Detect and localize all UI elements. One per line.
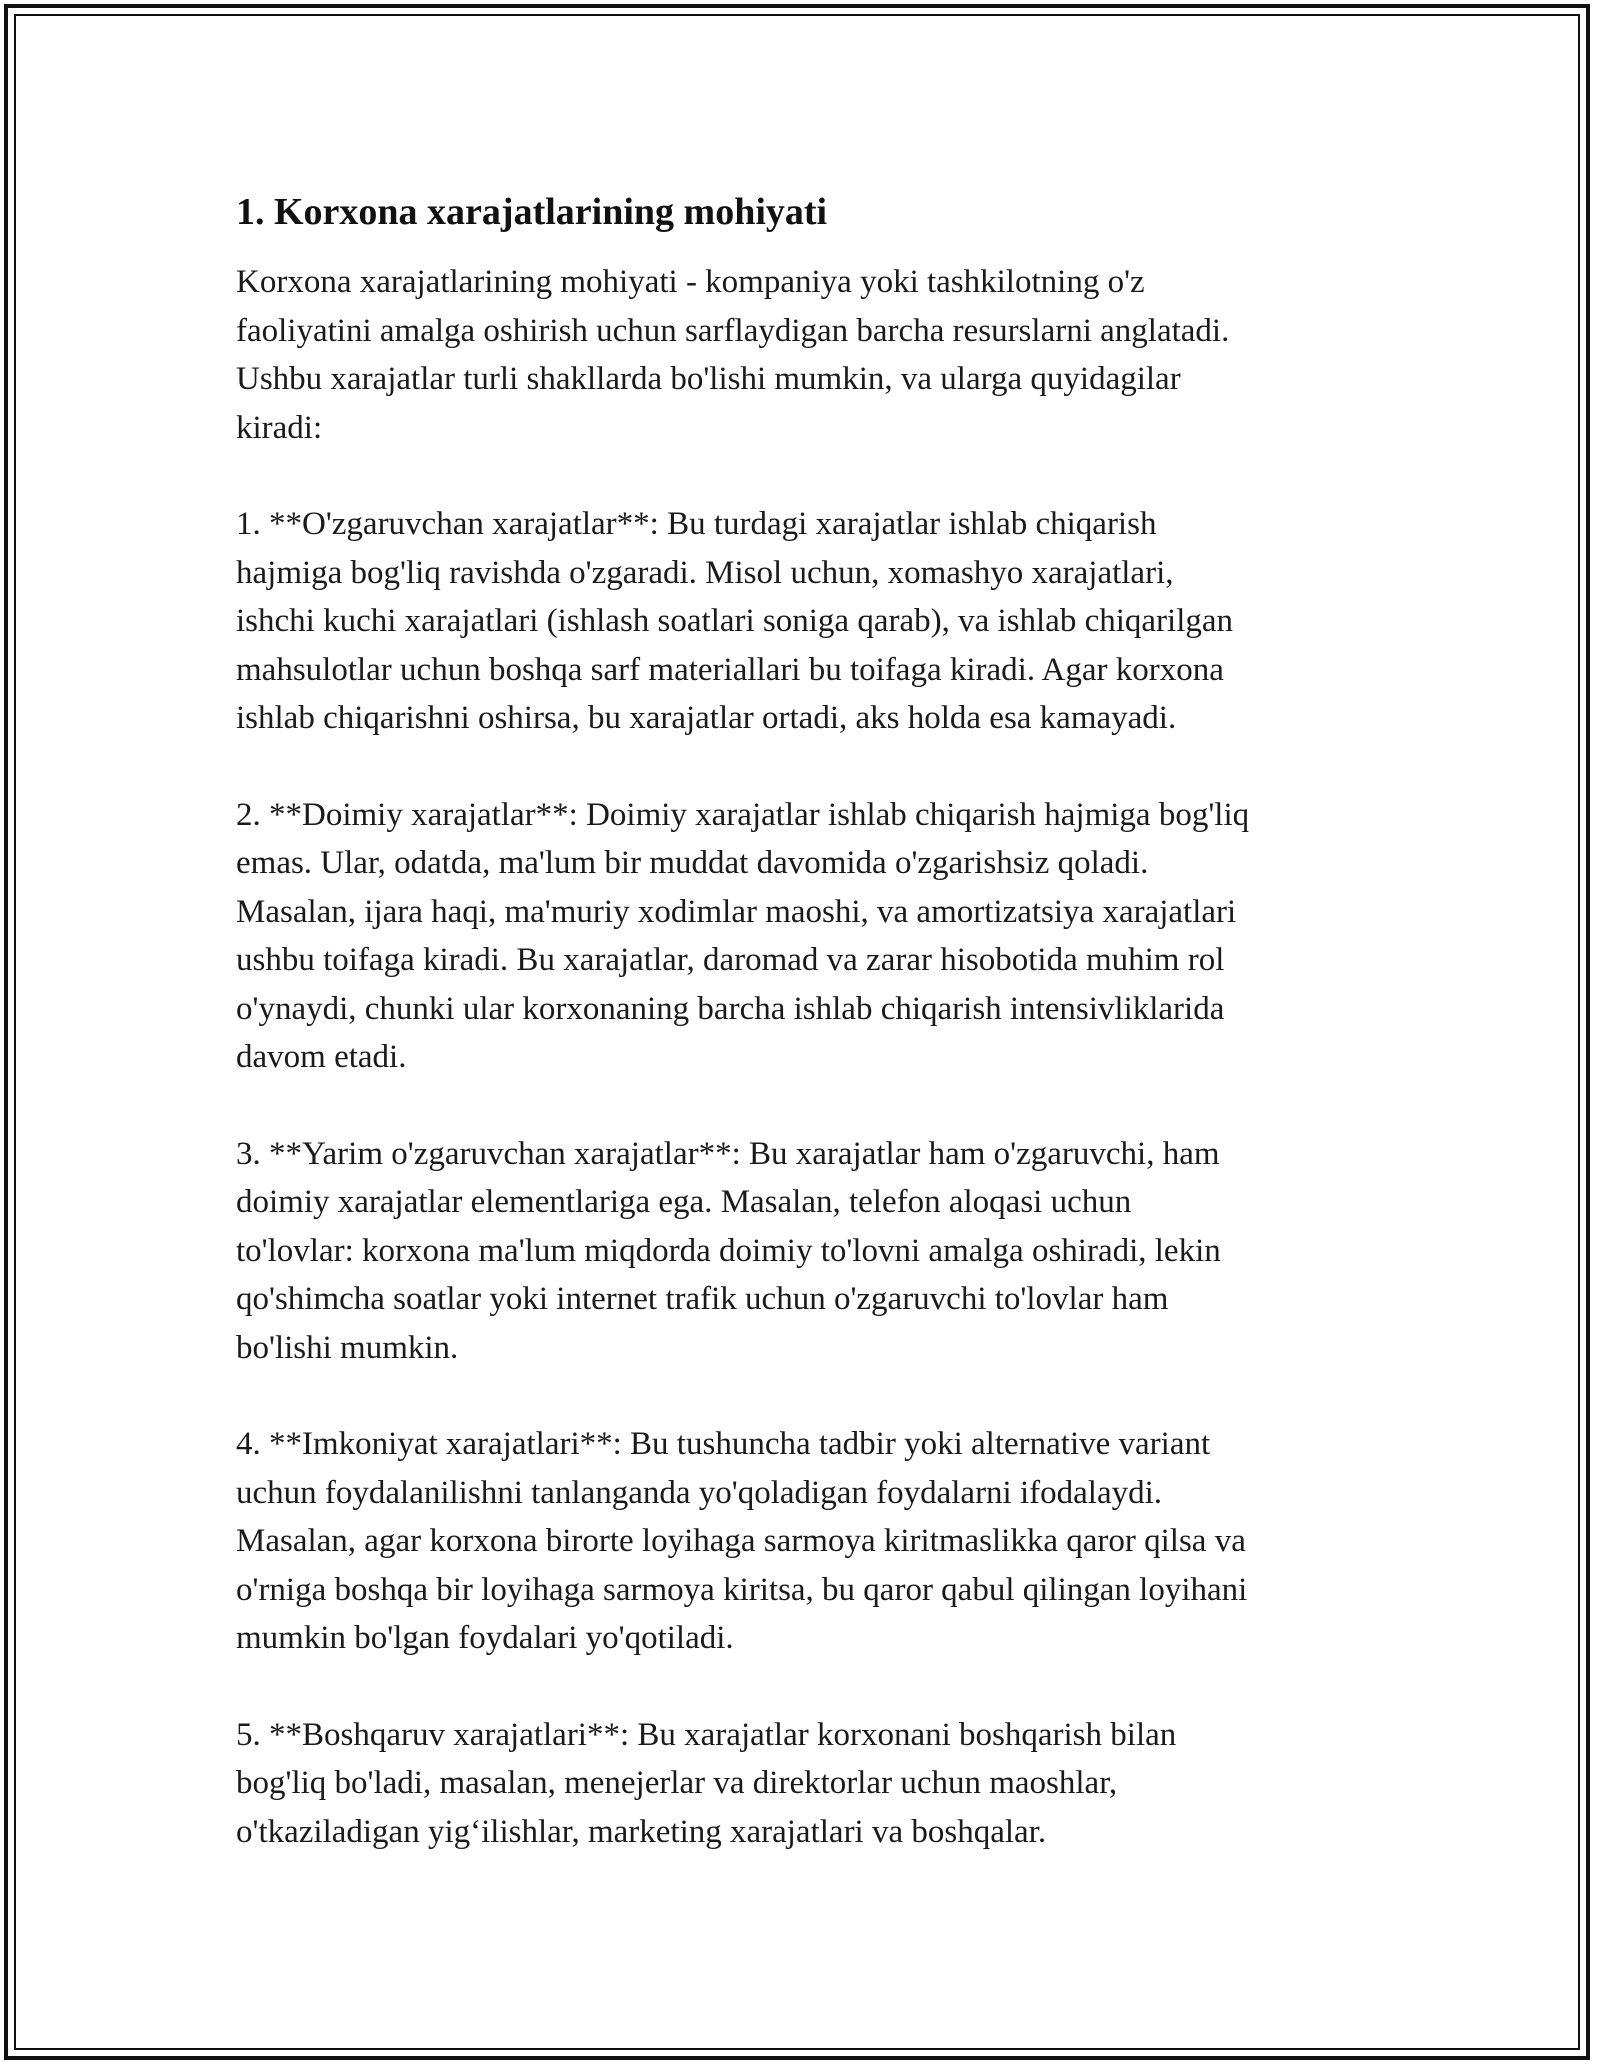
document-body (236, 186, 1376, 1904)
list-item-semi-variable-costs: 3. **Yarim o'zgaruvchan xarajatlar**: Bu xarajatlar ham o'zgaruvchi, ham doimiy xarajatlar elementlariga ega. Masalan, telefon aloqasi uchun to'lovlar: korxona ma'lum miqdorda doimiy to'lovni amalga oshiradi, lekin qo'shimcha soatlar yoki internet trafik uchun o'zgaruvchi to'lovlar ham bo'lishi mumkin. (236, 1135, 1221, 1366)
document-title: 1. Korxona xarajatlarining mohiyati (236, 191, 828, 233)
list-item-fixed-costs: 2. **Doimiy xarajatlar**: Doimiy xarajatlar ishlab chiqarish hajmiga bog'liq emas. Ular, odatda, ma'lum bir muddat davomida o'zgarishsiz qoladi. Masalan, ijara haqi, ma'muriy xodimlar maoshi, va amortizatsiya xarajatlari ushbu toifaga kiradi. Bu xarajatlar, daromad va zarar hisobotida muhim rol o'ynaydi, chunki ular korxonaning barcha ishlab chiqarish intensivliklarida davom etadi. (236, 796, 1250, 1075)
list-item-management-costs: 5. **Boshqaruv xarajatlari**: Bu xarajatlar korxonani boshqarish bilan bog'liq bo'ladi, masalan, menejerlar va direktorlar uchun maoshlar, o'tkaziladigan yig‘ilishlar, marketing xarajatlari va boshqalar. (236, 1716, 1177, 1850)
list-item-opportunity-costs: 4. **Imkoniyat xarajatlari**: Bu tushuncha tadbir yoki alternative variant uchun foydalanilishni tanlanganda yo'qoladigan foydalarni ifodalaydi. Masalan, agar korxona birorte loyihaga sarmoya kiritmaslikka qaror qilsa va o'rniga boshqa bir loyihaga sarmoya kiritsa, bu qaror qabul qilingan loyihani mumkin bo'lgan foydalari yo'qotiladi. (236, 1426, 1248, 1656)
list-item-variable-costs: 1. **O'zgaruvchan xarajatlar**: Bu turdagi xarajatlar ishlab chiqarish hajmiga bog'liq ravishda o'zgaradi. Misol uchun, xomashyo xarajatlari, ishchi kuchi xarajatlari (ishlash soatlari soniga qarab), va ishlab chiqarilgan mahsulotlar uchun boshqa sarf materiallari bu toifaga kiradi. Agar korxona ishlab chiqarishni oshirsa, bu xarajatlar ortadi, aks holda esa kamayadi. (236, 506, 1234, 736)
intro-paragraph: Korxona xarajatlarining mohiyati - kompaniya yoki tashkilotning o'z faoliyatini amalga oshirish uchun sarflaydigan barcha resurslarni anglatadi. Ushbu xarajatlar turli shakllarda bo'lishi mumkin, va ularga quyidagilar kiradi: (236, 264, 1230, 446)
